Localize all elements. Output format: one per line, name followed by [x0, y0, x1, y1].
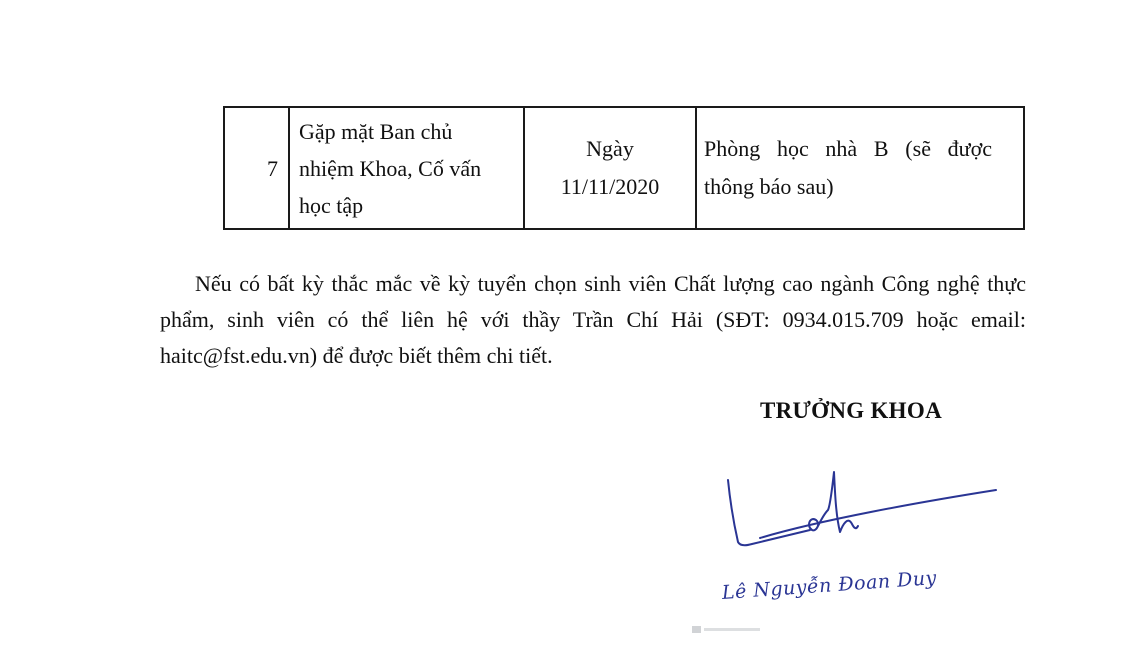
place-cell	[696, 107, 1024, 229]
activity-cell	[289, 107, 524, 229]
scanner-watermark-text	[704, 628, 760, 631]
contact-paragraph-text: Nếu có bất kỳ thắc mắc về kỳ tuyển chọn sinh viên Chất lượng cao ngành Công nghệ thực phẩm, sinh viên có thể liên hệ với thầy Trần Chí Hải (SĐT: 0934.015.709 hoặc email: haitc@fst.edu.vn) để được biết thêm chi tiết.	[160, 271, 1026, 368]
signer-name: Lê Nguyễn Đoan Duy	[721, 567, 938, 604]
place-line: Phòng học nhà B (sẽ được	[704, 136, 992, 161]
scanner-logo-icon	[692, 626, 701, 633]
activity-line: Gặp mặt Ban chủ	[299, 118, 453, 144]
scanner-watermark	[692, 625, 762, 634]
activity-line: học tập	[299, 192, 364, 218]
date-cell	[524, 107, 696, 229]
signature-title: TRƯỞNG KHOA	[760, 398, 942, 423]
place-line: thông báo sau)	[704, 174, 834, 199]
table-row	[224, 107, 1024, 229]
schedule-table	[223, 106, 1025, 230]
handwritten-signature	[700, 460, 1010, 560]
row-number: 7	[267, 155, 278, 181]
activity-line: nhiệm Khoa, Cố vấn	[299, 155, 482, 181]
date-label: Ngày	[586, 136, 634, 161]
date-value: 11/11/2020	[560, 174, 660, 199]
contact-paragraph	[160, 266, 1026, 374]
row-number-cell	[224, 107, 289, 229]
